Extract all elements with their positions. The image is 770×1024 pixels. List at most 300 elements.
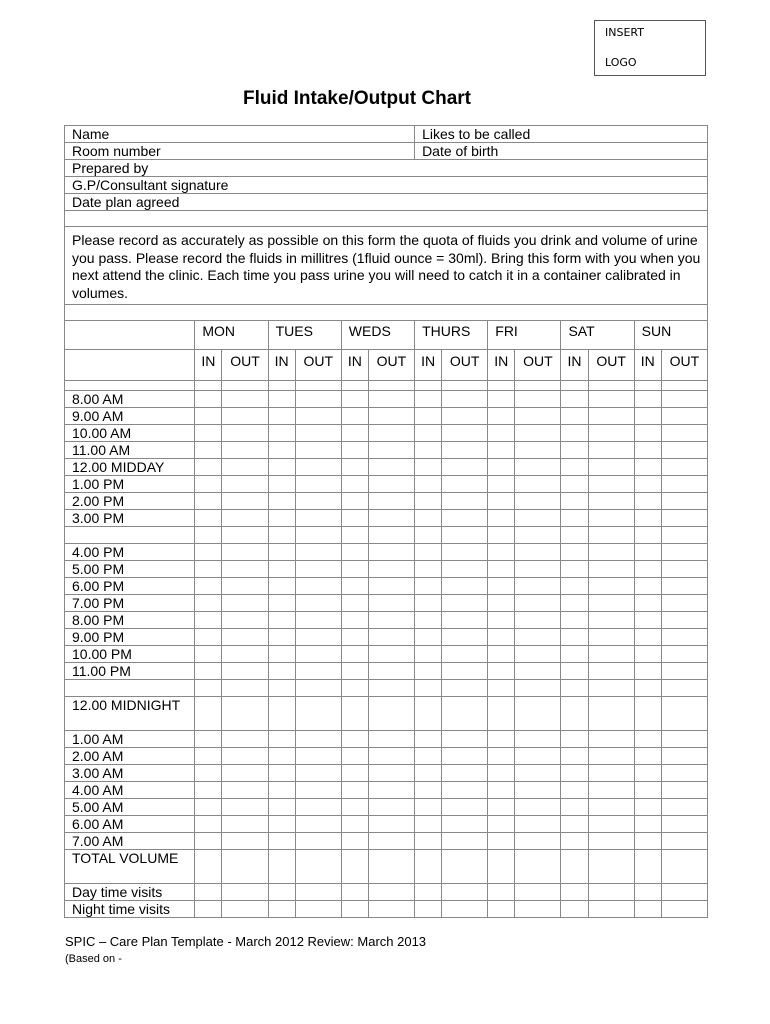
out-entry-cell[interactable] xyxy=(661,646,707,663)
out-entry-cell[interactable] xyxy=(515,646,561,663)
in-entry-cell[interactable] xyxy=(195,799,222,816)
out-entry-cell[interactable] xyxy=(295,748,341,765)
in-entry-cell[interactable] xyxy=(268,459,295,476)
in-entry-cell[interactable] xyxy=(561,612,588,629)
out-entry-cell[interactable] xyxy=(588,748,634,765)
in-entry-cell[interactable] xyxy=(195,493,222,510)
out-entry-cell[interactable] xyxy=(295,510,341,527)
in-entry-cell[interactable] xyxy=(341,833,368,850)
likes-to-be-called-field[interactable]: Likes to be called xyxy=(415,126,708,143)
out-entry-cell[interactable] xyxy=(515,901,561,918)
in-entry-cell[interactable] xyxy=(268,561,295,578)
in-entry-cell[interactable] xyxy=(488,493,515,510)
in-entry-cell[interactable] xyxy=(268,663,295,680)
out-entry-cell[interactable] xyxy=(295,612,341,629)
out-entry-cell[interactable] xyxy=(442,493,488,510)
entry-cell[interactable] xyxy=(295,680,341,697)
in-entry-cell[interactable] xyxy=(195,595,222,612)
out-entry-cell[interactable] xyxy=(515,629,561,646)
out-entry-cell[interactable] xyxy=(442,578,488,595)
out-entry-cell[interactable] xyxy=(442,544,488,561)
out-entry-cell[interactable] xyxy=(661,442,707,459)
out-entry-cell[interactable] xyxy=(368,561,414,578)
out-entry-cell[interactable] xyxy=(368,799,414,816)
in-entry-cell[interactable] xyxy=(268,595,295,612)
in-entry-cell[interactable] xyxy=(488,731,515,748)
out-entry-cell[interactable] xyxy=(515,697,561,731)
out-entry-cell[interactable] xyxy=(515,765,561,782)
entry-cell[interactable] xyxy=(268,527,295,544)
out-entry-cell[interactable] xyxy=(368,782,414,799)
in-entry-cell[interactable] xyxy=(415,748,442,765)
in-entry-cell[interactable] xyxy=(268,697,295,731)
entry-cell[interactable] xyxy=(442,527,488,544)
out-entry-cell[interactable] xyxy=(222,391,268,408)
in-entry-cell[interactable] xyxy=(415,442,442,459)
in-entry-cell[interactable] xyxy=(341,629,368,646)
out-entry-cell[interactable] xyxy=(661,595,707,612)
in-entry-cell[interactable] xyxy=(634,612,661,629)
out-entry-cell[interactable] xyxy=(222,646,268,663)
in-entry-cell[interactable] xyxy=(195,612,222,629)
in-entry-cell[interactable] xyxy=(561,697,588,731)
out-entry-cell[interactable] xyxy=(588,629,634,646)
in-entry-cell[interactable] xyxy=(634,476,661,493)
in-entry-cell[interactable] xyxy=(561,663,588,680)
in-entry-cell[interactable] xyxy=(634,833,661,850)
out-entry-cell[interactable] xyxy=(661,782,707,799)
out-entry-cell[interactable] xyxy=(515,612,561,629)
out-entry-cell[interactable] xyxy=(295,459,341,476)
in-entry-cell[interactable] xyxy=(268,833,295,850)
in-entry-cell[interactable] xyxy=(634,782,661,799)
in-entry-cell[interactable] xyxy=(341,595,368,612)
out-entry-cell[interactable] xyxy=(222,493,268,510)
out-entry-cell[interactable] xyxy=(442,697,488,731)
in-entry-cell[interactable] xyxy=(415,629,442,646)
out-entry-cell[interactable] xyxy=(515,731,561,748)
in-entry-cell[interactable] xyxy=(341,697,368,731)
in-entry-cell[interactable] xyxy=(268,612,295,629)
out-entry-cell[interactable] xyxy=(661,493,707,510)
out-entry-cell[interactable] xyxy=(368,884,414,901)
out-entry-cell[interactable] xyxy=(442,442,488,459)
in-entry-cell[interactable] xyxy=(634,816,661,833)
out-entry-cell[interactable] xyxy=(661,697,707,731)
out-entry-cell[interactable] xyxy=(442,731,488,748)
out-entry-cell[interactable] xyxy=(588,476,634,493)
entry-cell[interactable] xyxy=(341,527,368,544)
in-entry-cell[interactable] xyxy=(195,459,222,476)
out-entry-cell[interactable] xyxy=(588,850,634,884)
in-entry-cell[interactable] xyxy=(195,544,222,561)
in-entry-cell[interactable] xyxy=(634,748,661,765)
out-entry-cell[interactable] xyxy=(295,425,341,442)
in-entry-cell[interactable] xyxy=(415,782,442,799)
in-entry-cell[interactable] xyxy=(634,425,661,442)
in-entry-cell[interactable] xyxy=(561,816,588,833)
in-entry-cell[interactable] xyxy=(341,782,368,799)
in-entry-cell[interactable] xyxy=(195,816,222,833)
out-entry-cell[interactable] xyxy=(661,765,707,782)
date-of-birth-field[interactable]: Date of birth xyxy=(415,143,708,160)
in-entry-cell[interactable] xyxy=(195,765,222,782)
in-entry-cell[interactable] xyxy=(341,391,368,408)
entry-cell[interactable] xyxy=(415,527,442,544)
entry-cell[interactable] xyxy=(515,680,561,697)
out-entry-cell[interactable] xyxy=(295,646,341,663)
in-entry-cell[interactable] xyxy=(415,731,442,748)
out-entry-cell[interactable] xyxy=(661,578,707,595)
in-entry-cell[interactable] xyxy=(415,493,442,510)
out-entry-cell[interactable] xyxy=(588,442,634,459)
out-entry-cell[interactable] xyxy=(588,391,634,408)
out-entry-cell[interactable] xyxy=(515,493,561,510)
out-entry-cell[interactable] xyxy=(588,765,634,782)
in-entry-cell[interactable] xyxy=(415,408,442,425)
out-entry-cell[interactable] xyxy=(295,493,341,510)
out-entry-cell[interactable] xyxy=(368,476,414,493)
in-entry-cell[interactable] xyxy=(634,799,661,816)
in-entry-cell[interactable] xyxy=(561,442,588,459)
out-entry-cell[interactable] xyxy=(661,833,707,850)
in-entry-cell[interactable] xyxy=(634,731,661,748)
in-entry-cell[interactable] xyxy=(488,748,515,765)
in-entry-cell[interactable] xyxy=(634,850,661,884)
in-entry-cell[interactable] xyxy=(268,425,295,442)
out-entry-cell[interactable] xyxy=(442,595,488,612)
out-entry-cell[interactable] xyxy=(588,578,634,595)
out-entry-cell[interactable] xyxy=(222,816,268,833)
in-entry-cell[interactable] xyxy=(195,391,222,408)
in-entry-cell[interactable] xyxy=(415,561,442,578)
in-entry-cell[interactable] xyxy=(488,544,515,561)
out-entry-cell[interactable] xyxy=(295,816,341,833)
entry-cell[interactable] xyxy=(561,680,588,697)
out-entry-cell[interactable] xyxy=(222,799,268,816)
out-entry-cell[interactable] xyxy=(515,425,561,442)
out-entry-cell[interactable] xyxy=(222,765,268,782)
out-entry-cell[interactable] xyxy=(295,697,341,731)
in-entry-cell[interactable] xyxy=(561,595,588,612)
out-entry-cell[interactable] xyxy=(222,476,268,493)
in-entry-cell[interactable] xyxy=(561,578,588,595)
in-entry-cell[interactable] xyxy=(195,476,222,493)
out-entry-cell[interactable] xyxy=(368,629,414,646)
out-entry-cell[interactable] xyxy=(222,850,268,884)
entry-cell[interactable] xyxy=(588,527,634,544)
out-entry-cell[interactable] xyxy=(588,782,634,799)
out-entry-cell[interactable] xyxy=(442,901,488,918)
in-entry-cell[interactable] xyxy=(341,544,368,561)
out-entry-cell[interactable] xyxy=(222,510,268,527)
in-entry-cell[interactable] xyxy=(195,646,222,663)
in-entry-cell[interactable] xyxy=(268,544,295,561)
out-entry-cell[interactable] xyxy=(222,561,268,578)
in-entry-cell[interactable] xyxy=(341,612,368,629)
entry-cell[interactable] xyxy=(588,680,634,697)
in-entry-cell[interactable] xyxy=(415,544,442,561)
out-entry-cell[interactable] xyxy=(515,578,561,595)
out-entry-cell[interactable] xyxy=(588,816,634,833)
in-entry-cell[interactable] xyxy=(195,748,222,765)
out-entry-cell[interactable] xyxy=(588,646,634,663)
in-entry-cell[interactable] xyxy=(634,629,661,646)
out-entry-cell[interactable] xyxy=(368,493,414,510)
out-entry-cell[interactable] xyxy=(442,663,488,680)
in-entry-cell[interactable] xyxy=(488,425,515,442)
out-entry-cell[interactable] xyxy=(588,408,634,425)
out-entry-cell[interactable] xyxy=(442,425,488,442)
in-entry-cell[interactable] xyxy=(561,391,588,408)
out-entry-cell[interactable] xyxy=(368,731,414,748)
in-entry-cell[interactable] xyxy=(268,493,295,510)
out-entry-cell[interactable] xyxy=(515,833,561,850)
in-entry-cell[interactable] xyxy=(561,782,588,799)
out-entry-cell[interactable] xyxy=(661,799,707,816)
in-entry-cell[interactable] xyxy=(415,850,442,884)
in-entry-cell[interactable] xyxy=(634,578,661,595)
out-entry-cell[interactable] xyxy=(368,425,414,442)
out-entry-cell[interactable] xyxy=(222,663,268,680)
in-entry-cell[interactable] xyxy=(341,408,368,425)
out-entry-cell[interactable] xyxy=(515,816,561,833)
out-entry-cell[interactable] xyxy=(588,697,634,731)
out-entry-cell[interactable] xyxy=(661,476,707,493)
entry-cell[interactable] xyxy=(268,680,295,697)
in-entry-cell[interactable] xyxy=(195,901,222,918)
in-entry-cell[interactable] xyxy=(415,765,442,782)
signature-field[interactable]: G.P/Consultant signature xyxy=(65,177,708,194)
entry-cell[interactable] xyxy=(368,527,414,544)
out-entry-cell[interactable] xyxy=(368,578,414,595)
out-entry-cell[interactable] xyxy=(295,629,341,646)
in-entry-cell[interactable] xyxy=(268,391,295,408)
out-entry-cell[interactable] xyxy=(661,561,707,578)
out-entry-cell[interactable] xyxy=(442,459,488,476)
out-entry-cell[interactable] xyxy=(222,833,268,850)
out-entry-cell[interactable] xyxy=(442,833,488,850)
in-entry-cell[interactable] xyxy=(488,391,515,408)
out-entry-cell[interactable] xyxy=(222,595,268,612)
out-entry-cell[interactable] xyxy=(588,493,634,510)
out-entry-cell[interactable] xyxy=(295,731,341,748)
out-entry-cell[interactable] xyxy=(515,884,561,901)
in-entry-cell[interactable] xyxy=(195,697,222,731)
out-entry-cell[interactable] xyxy=(368,442,414,459)
out-entry-cell[interactable] xyxy=(222,629,268,646)
in-entry-cell[interactable] xyxy=(561,646,588,663)
in-entry-cell[interactable] xyxy=(415,425,442,442)
in-entry-cell[interactable] xyxy=(415,816,442,833)
in-entry-cell[interactable] xyxy=(341,578,368,595)
out-entry-cell[interactable] xyxy=(442,884,488,901)
out-entry-cell[interactable] xyxy=(295,833,341,850)
out-entry-cell[interactable] xyxy=(295,850,341,884)
out-entry-cell[interactable] xyxy=(661,884,707,901)
name-field[interactable]: Name xyxy=(65,126,415,143)
out-entry-cell[interactable] xyxy=(442,816,488,833)
out-entry-cell[interactable] xyxy=(222,731,268,748)
in-entry-cell[interactable] xyxy=(488,833,515,850)
out-entry-cell[interactable] xyxy=(295,595,341,612)
out-entry-cell[interactable] xyxy=(661,612,707,629)
in-entry-cell[interactable] xyxy=(561,425,588,442)
out-entry-cell[interactable] xyxy=(515,476,561,493)
out-entry-cell[interactable] xyxy=(222,408,268,425)
in-entry-cell[interactable] xyxy=(634,408,661,425)
in-entry-cell[interactable] xyxy=(195,663,222,680)
out-entry-cell[interactable] xyxy=(368,850,414,884)
out-entry-cell[interactable] xyxy=(222,578,268,595)
in-entry-cell[interactable] xyxy=(415,578,442,595)
in-entry-cell[interactable] xyxy=(561,731,588,748)
out-entry-cell[interactable] xyxy=(588,425,634,442)
in-entry-cell[interactable] xyxy=(488,629,515,646)
in-entry-cell[interactable] xyxy=(195,408,222,425)
out-entry-cell[interactable] xyxy=(588,612,634,629)
out-entry-cell[interactable] xyxy=(515,459,561,476)
in-entry-cell[interactable] xyxy=(195,629,222,646)
in-entry-cell[interactable] xyxy=(634,646,661,663)
in-entry-cell[interactable] xyxy=(268,731,295,748)
out-entry-cell[interactable] xyxy=(368,663,414,680)
in-entry-cell[interactable] xyxy=(341,442,368,459)
out-entry-cell[interactable] xyxy=(442,391,488,408)
out-entry-cell[interactable] xyxy=(368,901,414,918)
out-entry-cell[interactable] xyxy=(661,731,707,748)
in-entry-cell[interactable] xyxy=(341,884,368,901)
out-entry-cell[interactable] xyxy=(368,595,414,612)
in-entry-cell[interactable] xyxy=(415,459,442,476)
in-entry-cell[interactable] xyxy=(268,510,295,527)
out-entry-cell[interactable] xyxy=(368,765,414,782)
out-entry-cell[interactable] xyxy=(661,544,707,561)
in-entry-cell[interactable] xyxy=(561,833,588,850)
out-entry-cell[interactable] xyxy=(295,391,341,408)
out-entry-cell[interactable] xyxy=(442,799,488,816)
in-entry-cell[interactable] xyxy=(268,850,295,884)
in-entry-cell[interactable] xyxy=(488,612,515,629)
in-entry-cell[interactable] xyxy=(488,901,515,918)
out-entry-cell[interactable] xyxy=(295,799,341,816)
out-entry-cell[interactable] xyxy=(368,408,414,425)
out-entry-cell[interactable] xyxy=(588,901,634,918)
in-entry-cell[interactable] xyxy=(341,425,368,442)
entry-cell[interactable] xyxy=(295,527,341,544)
out-entry-cell[interactable] xyxy=(442,408,488,425)
in-entry-cell[interactable] xyxy=(341,748,368,765)
out-entry-cell[interactable] xyxy=(442,476,488,493)
in-entry-cell[interactable] xyxy=(488,561,515,578)
in-entry-cell[interactable] xyxy=(341,459,368,476)
entry-cell[interactable] xyxy=(515,527,561,544)
in-entry-cell[interactable] xyxy=(268,476,295,493)
out-entry-cell[interactable] xyxy=(588,561,634,578)
out-entry-cell[interactable] xyxy=(368,646,414,663)
in-entry-cell[interactable] xyxy=(341,850,368,884)
out-entry-cell[interactable] xyxy=(442,782,488,799)
in-entry-cell[interactable] xyxy=(488,459,515,476)
in-entry-cell[interactable] xyxy=(415,391,442,408)
entry-cell[interactable] xyxy=(341,680,368,697)
in-entry-cell[interactable] xyxy=(268,748,295,765)
in-entry-cell[interactable] xyxy=(488,697,515,731)
entry-cell[interactable] xyxy=(661,680,707,697)
out-entry-cell[interactable] xyxy=(661,425,707,442)
out-entry-cell[interactable] xyxy=(661,510,707,527)
out-entry-cell[interactable] xyxy=(661,629,707,646)
out-entry-cell[interactable] xyxy=(515,561,561,578)
in-entry-cell[interactable] xyxy=(488,476,515,493)
out-entry-cell[interactable] xyxy=(442,646,488,663)
in-entry-cell[interactable] xyxy=(415,646,442,663)
entry-cell[interactable] xyxy=(222,680,268,697)
out-entry-cell[interactable] xyxy=(661,850,707,884)
entry-cell[interactable] xyxy=(488,527,515,544)
out-entry-cell[interactable] xyxy=(661,459,707,476)
in-entry-cell[interactable] xyxy=(195,578,222,595)
out-entry-cell[interactable] xyxy=(588,459,634,476)
out-entry-cell[interactable] xyxy=(442,850,488,884)
in-entry-cell[interactable] xyxy=(268,782,295,799)
in-entry-cell[interactable] xyxy=(268,799,295,816)
in-entry-cell[interactable] xyxy=(195,782,222,799)
in-entry-cell[interactable] xyxy=(634,459,661,476)
in-entry-cell[interactable] xyxy=(634,391,661,408)
in-entry-cell[interactable] xyxy=(341,476,368,493)
in-entry-cell[interactable] xyxy=(415,595,442,612)
in-entry-cell[interactable] xyxy=(561,799,588,816)
out-entry-cell[interactable] xyxy=(515,782,561,799)
out-entry-cell[interactable] xyxy=(295,442,341,459)
in-entry-cell[interactable] xyxy=(488,816,515,833)
in-entry-cell[interactable] xyxy=(488,663,515,680)
entry-cell[interactable] xyxy=(634,527,661,544)
in-entry-cell[interactable] xyxy=(634,765,661,782)
in-entry-cell[interactable] xyxy=(634,663,661,680)
out-entry-cell[interactable] xyxy=(442,629,488,646)
in-entry-cell[interactable] xyxy=(341,646,368,663)
out-entry-cell[interactable] xyxy=(588,595,634,612)
in-entry-cell[interactable] xyxy=(268,578,295,595)
in-entry-cell[interactable] xyxy=(488,442,515,459)
in-entry-cell[interactable] xyxy=(488,578,515,595)
entry-cell[interactable] xyxy=(442,680,488,697)
in-entry-cell[interactable] xyxy=(488,595,515,612)
out-entry-cell[interactable] xyxy=(661,748,707,765)
in-entry-cell[interactable] xyxy=(561,544,588,561)
in-entry-cell[interactable] xyxy=(195,442,222,459)
out-entry-cell[interactable] xyxy=(515,799,561,816)
in-entry-cell[interactable] xyxy=(488,408,515,425)
out-entry-cell[interactable] xyxy=(661,391,707,408)
in-entry-cell[interactable] xyxy=(195,731,222,748)
in-entry-cell[interactable] xyxy=(415,476,442,493)
in-entry-cell[interactable] xyxy=(561,408,588,425)
out-entry-cell[interactable] xyxy=(442,612,488,629)
out-entry-cell[interactable] xyxy=(588,663,634,680)
in-entry-cell[interactable] xyxy=(488,850,515,884)
out-entry-cell[interactable] xyxy=(222,612,268,629)
in-entry-cell[interactable] xyxy=(488,884,515,901)
in-entry-cell[interactable] xyxy=(415,697,442,731)
in-entry-cell[interactable] xyxy=(341,816,368,833)
in-entry-cell[interactable] xyxy=(341,765,368,782)
in-entry-cell[interactable] xyxy=(195,425,222,442)
in-entry-cell[interactable] xyxy=(195,850,222,884)
out-entry-cell[interactable] xyxy=(515,442,561,459)
